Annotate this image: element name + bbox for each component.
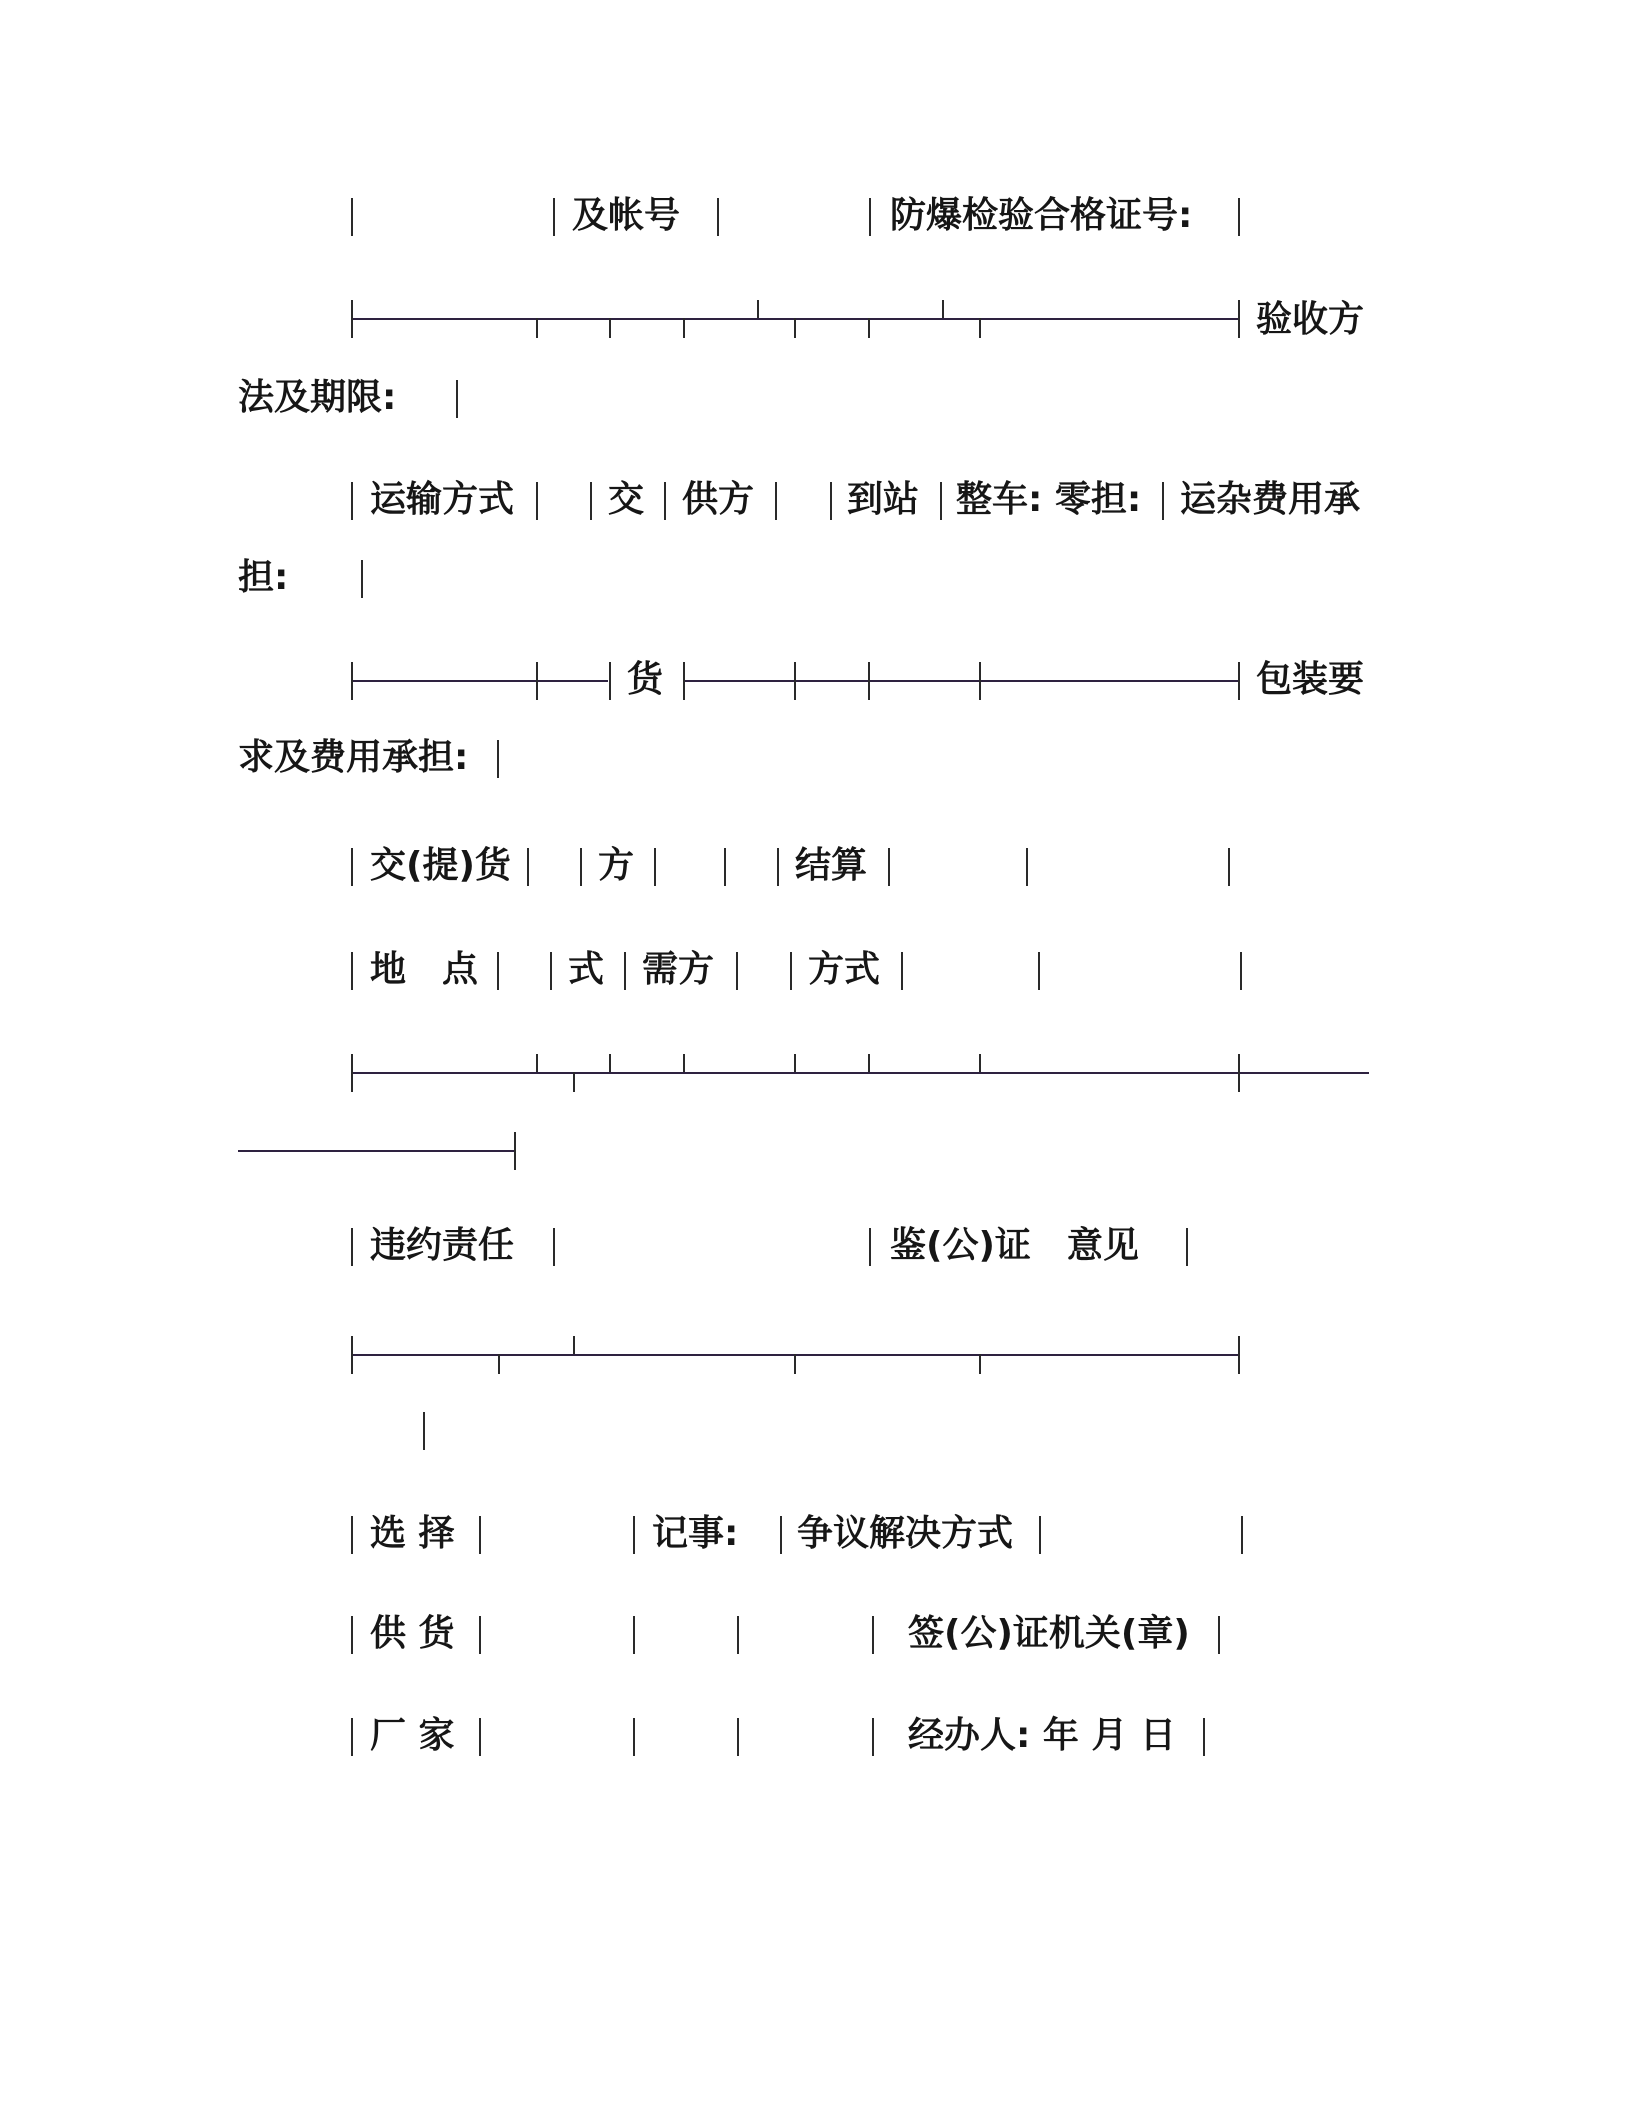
divider [351, 482, 353, 520]
divider [624, 952, 626, 990]
divider [351, 1516, 353, 1554]
divider [351, 1054, 353, 1092]
factory-label: 厂 家 [370, 1715, 455, 1756]
table-rule [238, 1150, 515, 1152]
divider [580, 848, 582, 886]
divider [683, 662, 685, 700]
divider [979, 1054, 981, 1072]
divider [553, 198, 555, 236]
acceptance-label-line1: 验收方 [1256, 299, 1365, 340]
divider [633, 1718, 635, 1756]
divider [609, 662, 611, 700]
divider [717, 198, 719, 236]
divider [536, 1054, 538, 1072]
goods-label: 货 [627, 659, 664, 700]
divider [683, 318, 685, 338]
divider [888, 848, 890, 886]
divider [1238, 1054, 1240, 1092]
acceptance-label-line2: 法及期限: [238, 377, 397, 418]
divider [536, 318, 538, 338]
divider [979, 318, 981, 338]
divider [872, 1616, 874, 1654]
divider [1238, 662, 1240, 700]
transport-cost-line2: 担: [238, 557, 289, 598]
divider [775, 482, 777, 520]
delivery-method-bottom: 式 [568, 949, 605, 990]
divider [423, 1412, 425, 1450]
station-label: 到站 [847, 479, 920, 520]
table-rule [683, 680, 1239, 682]
divider [573, 1072, 575, 1092]
divider [456, 380, 458, 418]
handler-date-label: 经办人: 年 月 日 [908, 1715, 1176, 1756]
divider [1038, 952, 1040, 990]
divider [536, 482, 538, 520]
divider [794, 318, 796, 338]
packaging-label-line1: 包装要 [1256, 659, 1365, 700]
divider [609, 318, 611, 338]
divider [351, 848, 353, 886]
divider [683, 1054, 685, 1072]
divider [868, 1054, 870, 1072]
settlement-label: 结算 [795, 845, 868, 886]
divider [361, 560, 363, 598]
divider [479, 1616, 481, 1654]
divider [351, 662, 353, 700]
account-label: 及帐号 [572, 195, 681, 236]
divider [1203, 1718, 1205, 1756]
divider [609, 1054, 611, 1072]
divider [736, 952, 738, 990]
divider [664, 482, 666, 520]
divider [351, 1228, 353, 1266]
packaging-label-line2: 求及费用承担: [238, 737, 469, 778]
divider [780, 1516, 782, 1554]
delivery-place-label-2: 地 点 [370, 949, 479, 990]
divider [497, 952, 499, 990]
divider [553, 1228, 555, 1266]
divider [536, 662, 538, 700]
dispute-label: 争议解决方式 [797, 1513, 1014, 1554]
divider [1238, 300, 1240, 338]
divider [1162, 482, 1164, 520]
divider [872, 1718, 874, 1756]
divider [757, 300, 759, 318]
divider [1039, 1516, 1041, 1554]
divider [869, 1228, 871, 1266]
notes-label: 记事: [652, 1513, 739, 1554]
divider [737, 1718, 739, 1756]
divider [794, 662, 796, 700]
divider [1238, 198, 1240, 236]
settlement-method-label: 方式 [808, 949, 881, 990]
divider [942, 300, 944, 318]
divider [868, 318, 870, 338]
divider [1186, 1228, 1188, 1266]
divider [351, 198, 353, 236]
divider [1228, 848, 1230, 886]
deliver-label: 交 [608, 479, 645, 520]
table-rule [351, 1072, 1369, 1074]
divider [724, 848, 726, 886]
divider [573, 1336, 575, 1354]
divider [497, 740, 499, 778]
transport-cost-line1: 运杂费用承 [1180, 479, 1361, 520]
divider [869, 198, 871, 236]
divider [479, 1718, 481, 1756]
choose-label: 选 择 [370, 1513, 455, 1554]
delivery-place-label: 交(提)货 [370, 845, 511, 886]
notary-opinion-label: 鉴(公)证 意见 [890, 1225, 1139, 1266]
divider [527, 848, 529, 886]
divider [351, 300, 353, 338]
divider [1240, 952, 1242, 990]
divider [633, 1516, 635, 1554]
divider [901, 952, 903, 990]
breach-label: 违约责任 [370, 1225, 515, 1266]
divider [1238, 1336, 1240, 1374]
divider [790, 952, 792, 990]
divider [794, 1354, 796, 1374]
divider [351, 1336, 353, 1374]
divider [979, 1354, 981, 1374]
divider [1218, 1616, 1220, 1654]
table-rule [351, 680, 608, 682]
divider [794, 1054, 796, 1072]
divider [351, 952, 353, 990]
divider [868, 662, 870, 700]
divider [633, 1616, 635, 1654]
divider [550, 952, 552, 990]
divider [979, 662, 981, 700]
divider [351, 1616, 353, 1654]
divider [514, 1132, 516, 1170]
notary-office-label: 签(公)证机关(章) [908, 1613, 1190, 1654]
transport-mode-label: 运输方式 [370, 479, 515, 520]
delivery-method-top: 方 [598, 845, 635, 886]
divider [498, 1354, 500, 1374]
supply-label: 供 货 [370, 1613, 455, 1654]
divider [1241, 1516, 1243, 1554]
divider [351, 1718, 353, 1756]
divider [830, 482, 832, 520]
divider [737, 1616, 739, 1654]
divider [940, 482, 942, 520]
divider [654, 848, 656, 886]
divider [590, 482, 592, 520]
divider [479, 1516, 481, 1554]
divider [1026, 848, 1028, 886]
buyer-label: 需方 [642, 949, 715, 990]
car-type-label: 整车: 零担: [956, 479, 1142, 520]
supplier-label: 供方 [682, 479, 755, 520]
explosion-cert-label: 防爆检验合格证号: [890, 195, 1193, 236]
divider [777, 848, 779, 886]
